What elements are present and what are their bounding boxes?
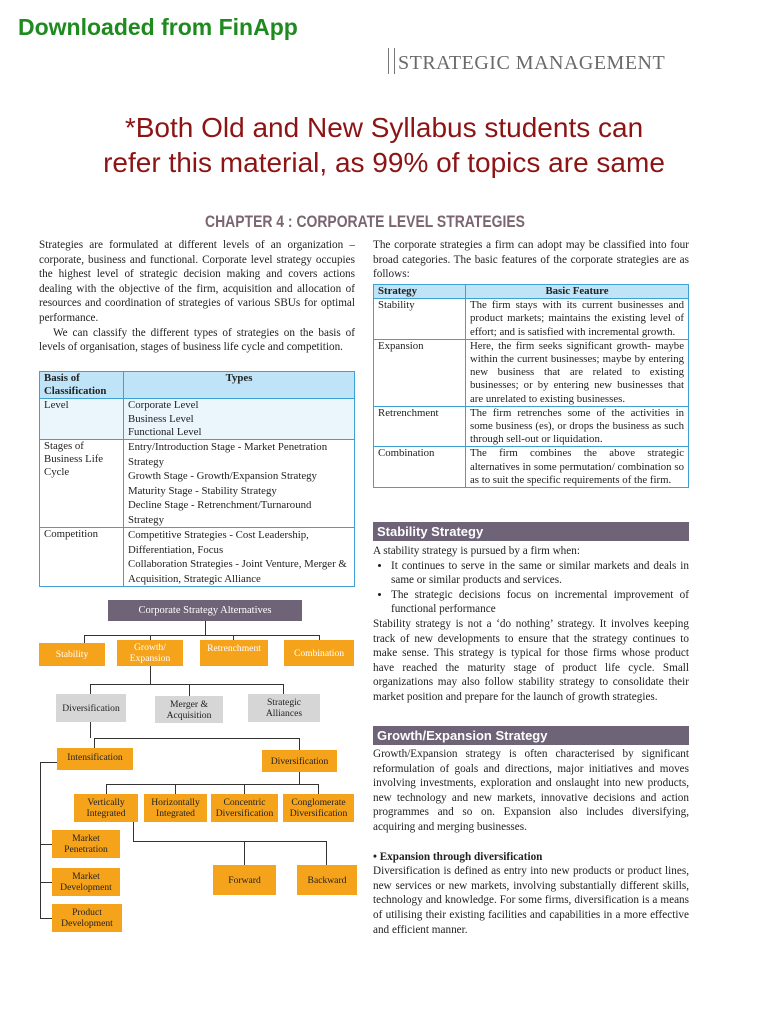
table-cell	[124, 440, 355, 528]
horizontal-node: Horizontally Integrated	[144, 794, 207, 822]
concentric-node: Concentric Diversification	[211, 794, 278, 822]
table-header: Types	[124, 372, 355, 399]
market-development-node: Market Development	[52, 868, 120, 896]
left-para-1: Strategies are formulated at different levels of an organization – corporate, business and functional. Corporate level strategy occupies the highest level of strategic decision making and covers actions dealing with the objective of the firm, acquisition and allocation of resources and coordination of strategies of various SBUs for optimal performance.	[39, 239, 355, 324]
table-header-row	[374, 285, 689, 299]
chapter-title: CHAPTER 4 : CORPORATE LEVEL STRATEGIES	[205, 212, 525, 231]
stability-section	[373, 544, 689, 705]
stability-heading: Stability Strategy	[373, 522, 689, 541]
stability-node: Stability	[39, 643, 105, 666]
type-item: Maturity Stage - Stability Strategy	[128, 484, 277, 497]
type-item: Business Level	[128, 412, 194, 425]
list-item: • The strategic decisions focus on incremental improvement of functional performance	[391, 588, 689, 617]
left-para-2: We can classify the different types of strategies on the basis of levels of organisation, stages of business life cycle and competition.	[39, 326, 355, 354]
header-title: STRATEGIC MANAGEMENT	[398, 52, 666, 74]
retrenchment-node: Retrenchment	[200, 640, 268, 666]
type-item: Decline Stage - Retrenchment/Turnaround Strategy	[128, 499, 312, 526]
growth-section	[373, 747, 689, 937]
backward-node: Backward	[297, 865, 357, 895]
table-cell: Competition	[40, 528, 124, 587]
classification-table	[39, 371, 355, 587]
product-development-node: Product Development	[52, 904, 122, 932]
type-item: Growth Stage - Growth/Expansion Strategy	[128, 470, 317, 483]
table-cell: The firm combines the above strategic alternatives in some permutation/ combination so as to suit the specific requirements of the firm.	[466, 447, 689, 488]
type-item: Corporate Level	[128, 399, 199, 412]
header-divider	[388, 48, 395, 74]
merger-node: Merger & Acquisition	[155, 696, 223, 723]
table-header: Basis of Classification	[40, 372, 124, 399]
conglomerate-node: Conglomerate Diversification	[283, 794, 354, 822]
table-cell: Here, the firm seeks significant growth- maybe within the current businesses; maybe by entering new business that are related to existing businesses; or by entering new businesses that are unrelated to existing businesses.	[466, 339, 689, 406]
table-row	[374, 299, 689, 340]
table-header: Basic Feature	[466, 285, 689, 299]
list-item: • It continues to serve in the same or similar markets and deals in same or similar products and services.	[391, 559, 689, 588]
table-cell: Retrenchment	[374, 406, 466, 447]
growth-para: Growth/Expansion strategy is often characterised by significant reformulation of goals and directions, major initiatives and moves involving investments, exploration and onslaught into new products, new technology and new markets, innovative decisions and action programmes and so on. Expansion also includes diversifying, acquiring and merging businesses.	[373, 748, 689, 833]
table-cell: The firm stays with its current businesses and product markets; maintains the existing level of effort; and is satisfied with incremental growth.	[466, 299, 689, 340]
syllabus-notice	[0, 110, 768, 180]
stability-intro: A stability strategy is pursued by a firm when:	[373, 545, 580, 557]
left-intro	[39, 238, 355, 355]
table-cell: Level	[40, 399, 124, 440]
vertical-node: Vertically Integrated	[74, 794, 138, 822]
diversification-para: Diversification is defined as entry into new products or product lines, new services or new markets, involving substantially different skills, technology and knowledge. For some firms, diversification is a means of utilising their existing facilities and capabilities in a more effective and efficient manner.	[373, 865, 689, 936]
table-row	[374, 406, 689, 447]
finapp-banner: Downloaded from FinApp	[18, 14, 298, 40]
table-header: Strategy	[374, 285, 466, 299]
market-penetration-node: Market Penetration	[52, 830, 120, 858]
table-row	[40, 399, 355, 440]
stability-para: Stability strategy is not a ‘do nothing’ strategy. It involves keeping track of new developments to ensure that the strategy continues to make sense. This strategy is typical for those firms whose product have reached the maturity stage of product life cycle. Small organizations may also follow stability strategy to consolidate their market position and prepare for the launch of growth strategies.	[373, 617, 689, 703]
table-cell: Combination	[374, 447, 466, 488]
type-item: Functional Level	[128, 425, 202, 438]
type-item: Collaboration Strategies - Joint Venture, Merger & Acquisition, Strategic Alliance	[128, 558, 347, 585]
table-header-row	[40, 372, 355, 399]
table-cell	[124, 399, 355, 440]
type-item: Entry/Introduction Stage - Market Penetration Strategy	[128, 441, 328, 468]
growth-node: Growth/ Expansion	[117, 640, 183, 666]
forward-node: Forward	[213, 865, 276, 895]
combination-node: Combination	[284, 640, 354, 666]
stability-bullets	[373, 559, 689, 617]
diversification-heading: • Expansion through diversification	[373, 850, 543, 863]
diversification-node: Diversification	[56, 694, 126, 722]
div-node: Diversification	[262, 750, 337, 772]
intensification-node: Intensification	[57, 748, 133, 770]
notice-line-2: refer this material, as 99% of topics are same	[103, 147, 665, 178]
growth-heading: Growth/Expansion Strategy	[373, 726, 689, 745]
diagram-root: Corporate Strategy Alternatives	[108, 600, 302, 621]
table-cell: Stages of Business Life Cycle	[40, 440, 124, 528]
table-cell: The firm retrenches some of the activities in some business (es), or drops the business as such through sell-out or liquidation.	[466, 406, 689, 447]
alliances-node: Strategic Alliances	[248, 694, 320, 722]
table-cell	[124, 528, 355, 587]
notice-line-1: *Both Old and New Syllabus students can	[124, 112, 644, 143]
type-item: Competitive Strategies - Cost Leadership, Differentiation, Focus	[128, 529, 309, 556]
table-row	[40, 440, 355, 528]
table-cell: Stability	[374, 299, 466, 340]
strategy-features-table	[373, 284, 689, 488]
table-cell: Expansion	[374, 339, 466, 406]
table-row	[374, 339, 689, 406]
table-row	[374, 447, 689, 488]
table-row	[40, 528, 355, 587]
right-intro: The corporate strategies a firm can adopt may be classified into four broad categories. The basic features of the corporate strategies are as follows:	[373, 239, 689, 281]
